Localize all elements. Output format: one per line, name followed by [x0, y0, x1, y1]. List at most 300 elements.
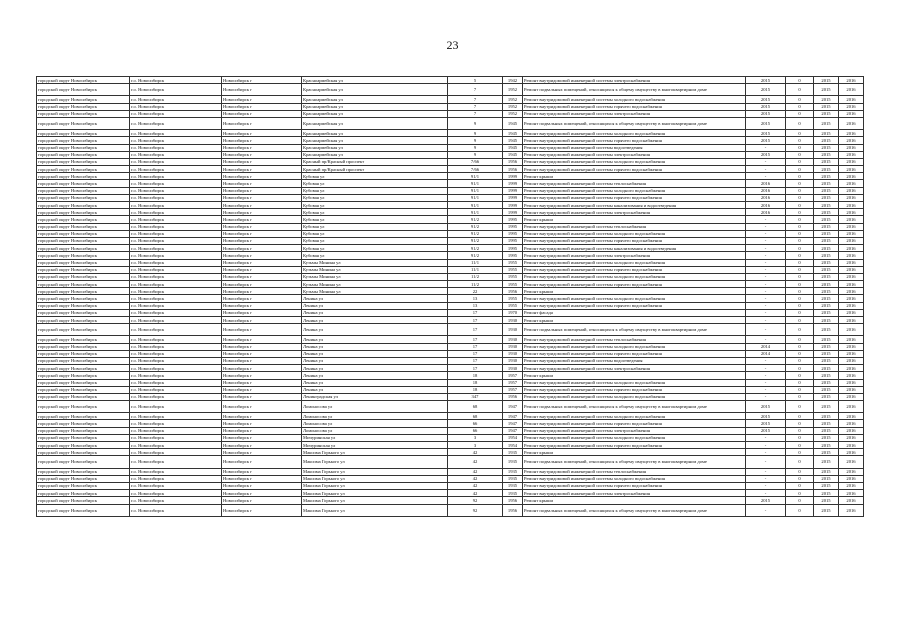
cell-plan: -: [746, 468, 786, 475]
cell-street: Красноармейская ул: [302, 103, 448, 110]
cell-settlement: г.о. Новосибирск: [130, 281, 222, 288]
cell-locality: Новосибирск г: [222, 209, 302, 216]
cell-street: Красноармейская ул: [302, 144, 448, 151]
cell-cost: 0: [786, 343, 814, 350]
cell-street: Красноармейская ул: [302, 77, 448, 84]
cell-street: Кубовая ул: [302, 223, 448, 230]
cell-plan: 2015: [746, 96, 786, 103]
cell-street: Ленина ул: [302, 336, 448, 343]
cell-work: Ремонт крыши: [523, 317, 746, 324]
cell-house: 92: [448, 497, 503, 504]
cell-house: 68: [448, 401, 503, 413]
cell-house: 91/1: [448, 180, 503, 187]
cell-plan: 2014: [746, 350, 786, 357]
cell-end: 2016: [839, 252, 864, 259]
cell-settlement: г.о. Новосибирск: [130, 103, 222, 110]
table-row: [37, 324, 864, 336]
cell-work: Ремонт внутридомовой инженерной системы горячего водоснабжения: [523, 386, 746, 393]
cell-district: городской округ Новосибирск: [37, 173, 130, 180]
cell-settlement: г.о. Новосибирск: [130, 442, 222, 449]
cell-street: Кубовая ул: [302, 237, 448, 244]
cell-plan: 2015: [746, 77, 786, 84]
cell-house: 11/2: [448, 281, 503, 288]
cell-start: 2015: [814, 490, 839, 497]
cell-settlement: г.о. Новосибирск: [130, 187, 222, 194]
cell-settlement: г.о. Новосибирск: [130, 158, 222, 165]
cell-cost: 0: [786, 336, 814, 343]
cell-settlement: г.о. Новосибирск: [130, 317, 222, 324]
cell-cost: 0: [786, 449, 814, 456]
table-row: [37, 372, 864, 379]
cell-plan: -: [746, 273, 786, 280]
cell-end: 2016: [839, 110, 864, 117]
cell-year: 1995: [503, 216, 523, 223]
cell-street: Ленина ул: [302, 343, 448, 350]
cell-start: 2015: [814, 365, 839, 372]
cell-street: Ломоносова ул: [302, 401, 448, 413]
cell-plan: -: [746, 266, 786, 273]
cell-house: 11/1: [448, 259, 503, 266]
cell-district: городской округ Новосибирск: [37, 413, 130, 420]
cell-cost: 0: [786, 365, 814, 372]
cell-cost: 0: [786, 245, 814, 252]
cell-year: 1955: [503, 266, 523, 273]
cell-district: городской округ Новосибирск: [37, 427, 130, 434]
cell-year: 1999: [503, 202, 523, 209]
cell-district: городской округ Новосибирск: [37, 259, 130, 266]
cell-cost: 0: [786, 401, 814, 413]
cell-street: Кубовая ул: [302, 216, 448, 223]
cell-cost: 0: [786, 130, 814, 137]
cell-cost: 0: [786, 151, 814, 158]
cell-house: 91/1: [448, 194, 503, 201]
cell-end: 2016: [839, 413, 864, 420]
cell-street: Кузьмы Минина ул: [302, 266, 448, 273]
cell-cost: 0: [786, 252, 814, 259]
cell-street: Ленина ул: [302, 365, 448, 372]
cell-year: 1956: [503, 497, 523, 504]
table-row: [37, 357, 864, 364]
cell-end: 2016: [839, 84, 864, 96]
cell-cost: 0: [786, 281, 814, 288]
cell-start: 2015: [814, 209, 839, 216]
table-row: [37, 379, 864, 386]
cell-end: 2016: [839, 158, 864, 165]
cell-year: 1930: [503, 317, 523, 324]
cell-year: 1957: [503, 372, 523, 379]
cell-cost: 0: [786, 302, 814, 309]
cell-cost: 0: [786, 180, 814, 187]
cell-locality: Новосибирск г: [222, 84, 302, 96]
table-row: [37, 442, 864, 449]
cell-end: 2016: [839, 386, 864, 393]
cell-district: городской округ Новосибирск: [37, 490, 130, 497]
cell-end: 2016: [839, 420, 864, 427]
cell-start: 2015: [814, 151, 839, 158]
cell-house: 42: [448, 482, 503, 489]
cell-house: 22: [448, 288, 503, 295]
cell-cost: 0: [786, 237, 814, 244]
cell-plan: 2015: [746, 401, 786, 413]
cell-house: 91/1: [448, 202, 503, 209]
cell-settlement: г.о. Новосибирск: [130, 504, 222, 516]
cell-district: городской округ Новосибирск: [37, 386, 130, 393]
cell-street: Кузьмы Минина ул: [302, 273, 448, 280]
cell-cost: 0: [786, 259, 814, 266]
cell-plan: -: [746, 295, 786, 302]
cell-cost: 0: [786, 187, 814, 194]
cell-end: 2016: [839, 288, 864, 295]
cell-district: городской округ Новосибирск: [37, 252, 130, 259]
cell-cost: 0: [786, 223, 814, 230]
cell-locality: Новосибирск г: [222, 365, 302, 372]
table-row: [37, 223, 864, 230]
cell-year: 1935: [503, 490, 523, 497]
cell-cost: 0: [786, 110, 814, 117]
cell-locality: Новосибирск г: [222, 130, 302, 137]
cell-street: Красный пр/Красный проспект: [302, 158, 448, 165]
cell-cost: 0: [786, 393, 814, 400]
cell-settlement: г.о. Новосибирск: [130, 475, 222, 482]
cell-house: 17: [448, 357, 503, 364]
cell-cost: 0: [786, 194, 814, 201]
table-row: [37, 302, 864, 309]
cell-start: 2015: [814, 386, 839, 393]
cell-street: Красноармейская ул: [302, 117, 448, 129]
cell-plan: -: [746, 252, 786, 259]
cell-locality: Новосибирск г: [222, 336, 302, 343]
table-row: [37, 266, 864, 273]
cell-settlement: г.о. Новосибирск: [130, 324, 222, 336]
table-row: [37, 401, 864, 413]
cell-district: городской округ Новосибирск: [37, 379, 130, 386]
cell-district: городской округ Новосибирск: [37, 295, 130, 302]
cell-end: 2016: [839, 379, 864, 386]
cell-work: Ремонт внутридомовой инженерной системы холодного водоснабжения: [523, 96, 746, 103]
cell-plan: 2014: [746, 343, 786, 350]
cell-settlement: г.о. Новосибирск: [130, 166, 222, 173]
cell-work: Ремонт внутридомовой инженерной системы холодного водоснабжения: [523, 295, 746, 302]
cell-district: городской округ Новосибирск: [37, 151, 130, 158]
cell-start: 2015: [814, 96, 839, 103]
cell-house: 17: [448, 365, 503, 372]
cell-settlement: г.о. Новосибирск: [130, 77, 222, 84]
cell-cost: 0: [786, 350, 814, 357]
cell-district: городской округ Новосибирск: [37, 357, 130, 364]
cell-cost: 0: [786, 77, 814, 84]
table-row: [37, 504, 864, 516]
table-row: [37, 84, 864, 96]
cell-work: Ремонт внутридомовой инженерной системы электроснабжения: [523, 365, 746, 372]
cell-plan: -: [746, 317, 786, 324]
table-row: [37, 117, 864, 129]
cell-work: Ремонт внутридомовой инженерной системы электроснабжения: [523, 252, 746, 259]
cell-plan: 2016: [746, 180, 786, 187]
cell-end: 2016: [839, 456, 864, 468]
table-row: [37, 96, 864, 103]
cell-house: 42: [448, 456, 503, 468]
cell-settlement: г.о. Новосибирск: [130, 372, 222, 379]
cell-cost: 0: [786, 317, 814, 324]
cell-year: 1970: [503, 309, 523, 316]
cell-locality: Новосибирск г: [222, 216, 302, 223]
cell-house: 13: [448, 302, 503, 309]
table-row: [37, 245, 864, 252]
cell-locality: Новосибирск г: [222, 117, 302, 129]
cell-settlement: г.о. Новосибирск: [130, 413, 222, 420]
cell-start: 2015: [814, 103, 839, 110]
cell-year: 1999: [503, 209, 523, 216]
cell-start: 2015: [814, 372, 839, 379]
cell-district: городской округ Новосибирск: [37, 288, 130, 295]
cell-street: Кузьмы Минина ул: [302, 288, 448, 295]
cell-house: 91/2: [448, 216, 503, 223]
cell-work: Ремонт внутридомовой инженерной системы горячего водоснабжения: [523, 420, 746, 427]
cell-year: 1999: [503, 194, 523, 201]
cell-settlement: г.о. Новосибирск: [130, 84, 222, 96]
cell-year: 1945: [503, 130, 523, 137]
cell-cost: 0: [786, 173, 814, 180]
cell-end: 2016: [839, 96, 864, 103]
table-row: [37, 166, 864, 173]
cell-street: Кубовая ул: [302, 187, 448, 194]
cell-plan: -: [746, 309, 786, 316]
cell-work: Ремонт крыши: [523, 288, 746, 295]
cell-start: 2015: [814, 216, 839, 223]
cell-year: 1947: [503, 427, 523, 434]
cell-cost: 0: [786, 357, 814, 364]
cell-start: 2015: [814, 302, 839, 309]
cell-start: 2015: [814, 324, 839, 336]
cell-house: 17: [448, 317, 503, 324]
cell-house: 42: [448, 490, 503, 497]
cell-year: 1930: [503, 357, 523, 364]
cell-end: 2016: [839, 130, 864, 137]
cell-plan: -: [746, 434, 786, 441]
cell-district: городской округ Новосибирск: [37, 77, 130, 84]
cell-end: 2016: [839, 504, 864, 516]
cell-start: 2015: [814, 413, 839, 420]
cell-plan: -: [746, 158, 786, 165]
cell-house: 17: [448, 350, 503, 357]
cell-plan: -: [746, 372, 786, 379]
cell-street: Кубовая ул: [302, 252, 448, 259]
cell-end: 2016: [839, 230, 864, 237]
cell-start: 2015: [814, 475, 839, 482]
cell-settlement: г.о. Новосибирск: [130, 230, 222, 237]
cell-locality: Новосибирск г: [222, 288, 302, 295]
cell-start: 2015: [814, 393, 839, 400]
cell-year: 1956: [503, 166, 523, 173]
cell-year: 1952: [503, 103, 523, 110]
table-row: [37, 230, 864, 237]
cell-start: 2015: [814, 84, 839, 96]
cell-work: Ремонт внутридомовой инженерной системы горячего водоснабжения: [523, 442, 746, 449]
cell-house: 91/1: [448, 209, 503, 216]
cell-district: городской округ Новосибирск: [37, 497, 130, 504]
cell-street: Красноармейская ул: [302, 151, 448, 158]
cell-house: 7: [448, 84, 503, 96]
cell-start: 2015: [814, 158, 839, 165]
table-row: [37, 173, 864, 180]
cell-end: 2016: [839, 216, 864, 223]
cell-year: 1955: [503, 259, 523, 266]
cell-start: 2015: [814, 295, 839, 302]
cell-cost: 0: [786, 144, 814, 151]
cell-settlement: г.о. Новосибирск: [130, 259, 222, 266]
cell-house: 92: [448, 504, 503, 516]
cell-work: Ремонт внутридомовой инженерной системы теплоснабжения: [523, 336, 746, 343]
cell-start: 2015: [814, 202, 839, 209]
cell-district: городской округ Новосибирск: [37, 84, 130, 96]
cell-work: Ремонт фасада: [523, 309, 746, 316]
cell-work: Ремонт внутридомовой инженерной системы горячего водоснабжения: [523, 137, 746, 144]
cell-settlement: г.о. Новосибирск: [130, 302, 222, 309]
cell-cost: 0: [786, 96, 814, 103]
cell-district: городской округ Новосибирск: [37, 130, 130, 137]
table-row: [37, 434, 864, 441]
cell-street: Максима Горького ул: [302, 504, 448, 516]
cell-plan: 2015: [746, 497, 786, 504]
cell-work: Ремонт подвальных помещений, относящихся к общему имуществу в многоквартирном доме: [523, 456, 746, 468]
cell-locality: Новосибирск г: [222, 504, 302, 516]
cell-cost: 0: [786, 202, 814, 209]
table-row: [37, 103, 864, 110]
cell-cost: 0: [786, 386, 814, 393]
table-row: [37, 420, 864, 427]
cell-locality: Новосибирск г: [222, 259, 302, 266]
cell-work: Ремонт крыши: [523, 173, 746, 180]
cell-year: 1956: [503, 504, 523, 516]
cell-start: 2015: [814, 379, 839, 386]
cell-work: Ремонт подвальных помещений, относящихся к общему имуществу в многоквартирном доме: [523, 504, 746, 516]
cell-house: 3: [448, 442, 503, 449]
cell-work: Ремонт внутридомовой инженерной системы горячего водоснабжения: [523, 194, 746, 201]
page-number: 23: [446, 38, 459, 52]
table-row: [37, 110, 864, 117]
cell-work: Ремонт внутридомовой инженерной системы теплоснабжения: [523, 223, 746, 230]
cell-year: 1935: [503, 449, 523, 456]
cell-street: Кубовая ул: [302, 202, 448, 209]
cell-locality: Новосибирск г: [222, 442, 302, 449]
cell-start: 2015: [814, 442, 839, 449]
cell-end: 2016: [839, 144, 864, 151]
cell-year: 1930: [503, 343, 523, 350]
cell-locality: Новосибирск г: [222, 413, 302, 420]
cell-cost: 0: [786, 216, 814, 223]
cell-year: 1995: [503, 223, 523, 230]
cell-cost: 0: [786, 295, 814, 302]
cell-street: Ленина ул: [302, 372, 448, 379]
cell-work: Ремонт внутридомовой инженерной системы электроснабжения: [523, 427, 746, 434]
cell-settlement: г.о. Новосибирск: [130, 350, 222, 357]
cell-street: Ленинградская ул: [302, 393, 448, 400]
cell-house: 9: [448, 130, 503, 137]
cell-work: Ремонт внутридомовой инженерной системы горячего водоснабжения: [523, 482, 746, 489]
cell-settlement: г.о. Новосибирск: [130, 144, 222, 151]
cell-work: Ремонт внутридомовой инженерной системы горячего водоснабжения: [523, 266, 746, 273]
cell-district: городской округ Новосибирск: [37, 442, 130, 449]
cell-plan: -: [746, 144, 786, 151]
cell-work: Ремонт внутридомовой инженерной системы холодного водоснабжения: [523, 158, 746, 165]
cell-cost: 0: [786, 456, 814, 468]
cell-plan: -: [746, 490, 786, 497]
table-row: [37, 497, 864, 504]
cell-plan: 2015: [746, 103, 786, 110]
cell-plan: -: [746, 386, 786, 393]
cell-plan: -: [746, 288, 786, 295]
cell-district: городской округ Новосибирск: [37, 336, 130, 343]
cell-start: 2015: [814, 317, 839, 324]
cell-work: Ремонт внутридомовой инженерной системы горячего водоснабжения: [523, 350, 746, 357]
cell-street: Максима Горького ул: [302, 475, 448, 482]
cell-street: Красноармейская ул: [302, 137, 448, 144]
cell-street: Ленина ул: [302, 309, 448, 316]
cell-settlement: г.о. Новосибирск: [130, 468, 222, 475]
table-row: [37, 187, 864, 194]
table-row: [37, 151, 864, 158]
cell-settlement: г.о. Новосибирск: [130, 216, 222, 223]
cell-district: городской округ Новосибирск: [37, 281, 130, 288]
table-row: [37, 273, 864, 280]
cell-house: 13: [448, 295, 503, 302]
cell-end: 2016: [839, 372, 864, 379]
cell-street: Ленина ул: [302, 317, 448, 324]
cell-start: 2015: [814, 110, 839, 117]
cell-settlement: г.о. Новосибирск: [130, 245, 222, 252]
cell-work: Ремонт внутридомовой инженерной системы холодного водоснабжения: [523, 343, 746, 350]
cell-district: городской округ Новосибирск: [37, 194, 130, 201]
cell-street: Ломоносова ул: [302, 413, 448, 420]
cell-year: 1945: [503, 151, 523, 158]
cell-district: городской округ Новосибирск: [37, 343, 130, 350]
cell-year: 1935: [503, 482, 523, 489]
cell-locality: Новосибирск г: [222, 343, 302, 350]
cell-district: городской округ Новосибирск: [37, 223, 130, 230]
cell-house: 9: [448, 117, 503, 129]
cell-work: Ремонт внутридомовой инженерной системы холодного водоснабжения: [523, 475, 746, 482]
cell-house: 3: [448, 434, 503, 441]
cell-year: 1952: [503, 84, 523, 96]
cell-street: Мичуринская ул: [302, 434, 448, 441]
cell-settlement: г.о. Новосибирск: [130, 110, 222, 117]
cell-start: 2015: [814, 223, 839, 230]
table-row: [37, 259, 864, 266]
cell-start: 2015: [814, 273, 839, 280]
cell-cost: 0: [786, 309, 814, 316]
table-row: [37, 137, 864, 144]
cell-district: городской округ Новосибирск: [37, 393, 130, 400]
cell-house: 17: [448, 324, 503, 336]
cell-end: 2016: [839, 151, 864, 158]
cell-year: 1942: [503, 77, 523, 84]
cell-end: 2016: [839, 434, 864, 441]
cell-plan: -: [746, 482, 786, 489]
cell-settlement: г.о. Новосибирск: [130, 173, 222, 180]
cell-locality: Новосибирск г: [222, 151, 302, 158]
cell-district: городской округ Новосибирск: [37, 456, 130, 468]
cell-locality: Новосибирск г: [222, 266, 302, 273]
cell-work: Ремонт внутридомовой инженерной системы холодного водоснабжения: [523, 187, 746, 194]
cell-start: 2015: [814, 456, 839, 468]
cell-settlement: г.о. Новосибирск: [130, 456, 222, 468]
cell-cost: 0: [786, 103, 814, 110]
cell-locality: Новосибирск г: [222, 350, 302, 357]
cell-plan: -: [746, 245, 786, 252]
cell-end: 2016: [839, 209, 864, 216]
cell-end: 2016: [839, 194, 864, 201]
cell-locality: Новосибирск г: [222, 393, 302, 400]
